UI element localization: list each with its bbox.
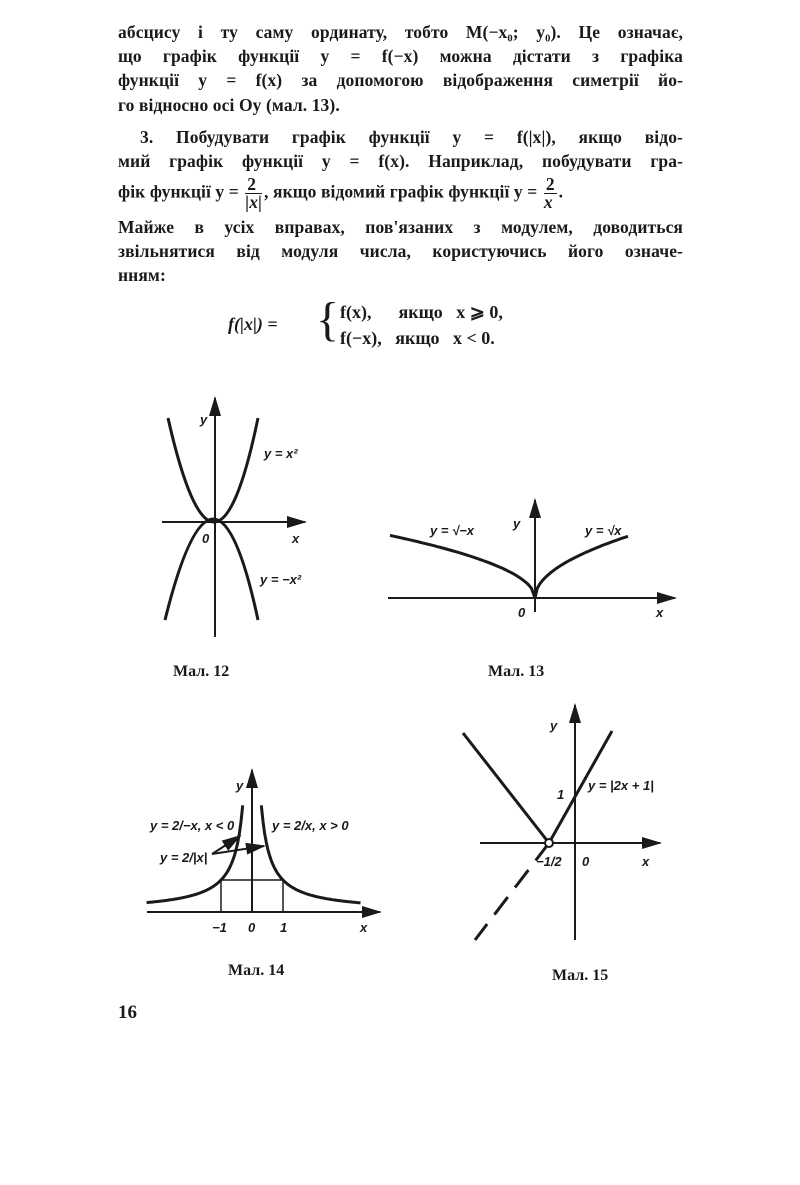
fig15-x-label: x: [642, 854, 650, 869]
figure-caption: Мал. 15: [552, 967, 609, 984]
fig12-curve-label: y = x²: [264, 446, 298, 461]
fig14-curve-label: y = 2/|x|: [160, 850, 208, 865]
fig15-tick-y: 1: [557, 787, 565, 802]
fig14-y-label: y: [236, 778, 244, 793]
text-segment: фік функції y =: [118, 181, 239, 202]
fig12-origin: 0: [202, 531, 210, 546]
curve-sqrt-neg-x: [390, 535, 535, 598]
fig13-x-label: x: [656, 605, 664, 620]
curve-neg-x-squared: [165, 519, 258, 620]
fig13-curve-label: y = √x: [585, 523, 622, 538]
text-line: що графік функції y = f(−x) можна дістати з графіка: [118, 46, 683, 66]
text-segment: .: [558, 181, 564, 202]
numerator: 2: [245, 176, 262, 194]
text-line: Майже в усіх вправах, пов'язаних з модулем, доводиться: [118, 217, 683, 237]
fig14-x-label: x: [360, 920, 368, 935]
fig12-y-label: y: [200, 412, 208, 427]
fig15-y-label: y: [550, 718, 558, 733]
denominator: x: [543, 192, 553, 212]
text-line: звільнятися від модуля числа, користуючись його означе-: [118, 241, 683, 261]
text-line: 3. Побудувати графік функції y = f(|x|), якщо відо-: [140, 127, 683, 147]
curve-sqrt-x: [535, 536, 628, 598]
fig13-origin: 0: [518, 605, 526, 620]
fig13-curve-label: y = √−x: [430, 523, 475, 538]
formula-case-2: f(−x), якщо x < 0.: [340, 328, 495, 348]
figure-14: [147, 770, 380, 912]
fig15-tick-x: −1/2: [536, 854, 562, 869]
figure-caption: Мал. 13: [488, 663, 545, 680]
formula-case-1: f(x), якщо x ⩾ 0,: [340, 302, 503, 322]
text-line: нням:: [118, 265, 166, 285]
page-number: 16: [118, 1002, 137, 1023]
fig15-curve-label: y = |2x + 1|: [588, 778, 654, 793]
figure-caption: Мал. 14: [228, 962, 285, 979]
fig12-x-label: x: [292, 531, 300, 546]
line-left-branch: [463, 733, 549, 843]
text-segment: , якщо відомий графік функції y =: [264, 181, 538, 202]
denominator: |x|: [245, 192, 263, 212]
text-line: абсцису і ту саму ординату, тобто M(−x₀; y₀). Це означає,: [118, 22, 683, 42]
fig15-origin: 0: [582, 854, 590, 869]
fig12-curve-label: y = −x²: [260, 572, 302, 587]
curve-x-squared: [168, 418, 258, 522]
numerator: 2: [545, 174, 555, 194]
fig14-tick: −1: [212, 920, 227, 935]
fig14-tick: 0: [248, 920, 256, 935]
figure-12: [162, 398, 305, 637]
figure-caption: Мал. 12: [173, 663, 230, 680]
fig14-curve-label: y = 2/−x, x < 0: [150, 818, 235, 833]
text-line: функції y = f(x) за допомогою відображення симетрії йо-: [118, 70, 683, 90]
fig14-curve-label: y = 2/x, x > 0: [272, 818, 349, 833]
brace: {: [316, 293, 340, 346]
formula-lhs: f(|x|) =: [228, 314, 278, 334]
fig13-y-label: y: [513, 516, 521, 531]
fig14-tick: 1: [280, 920, 288, 935]
vertex-point: [545, 839, 553, 847]
text-line: мий графік функції y = f(x). Наприклад, побудувати гра-: [118, 151, 683, 171]
figure-13: [388, 500, 675, 612]
figure-15: [463, 705, 660, 940]
text-line: го відносно осі Oy (мал. 13).: [118, 95, 340, 115]
